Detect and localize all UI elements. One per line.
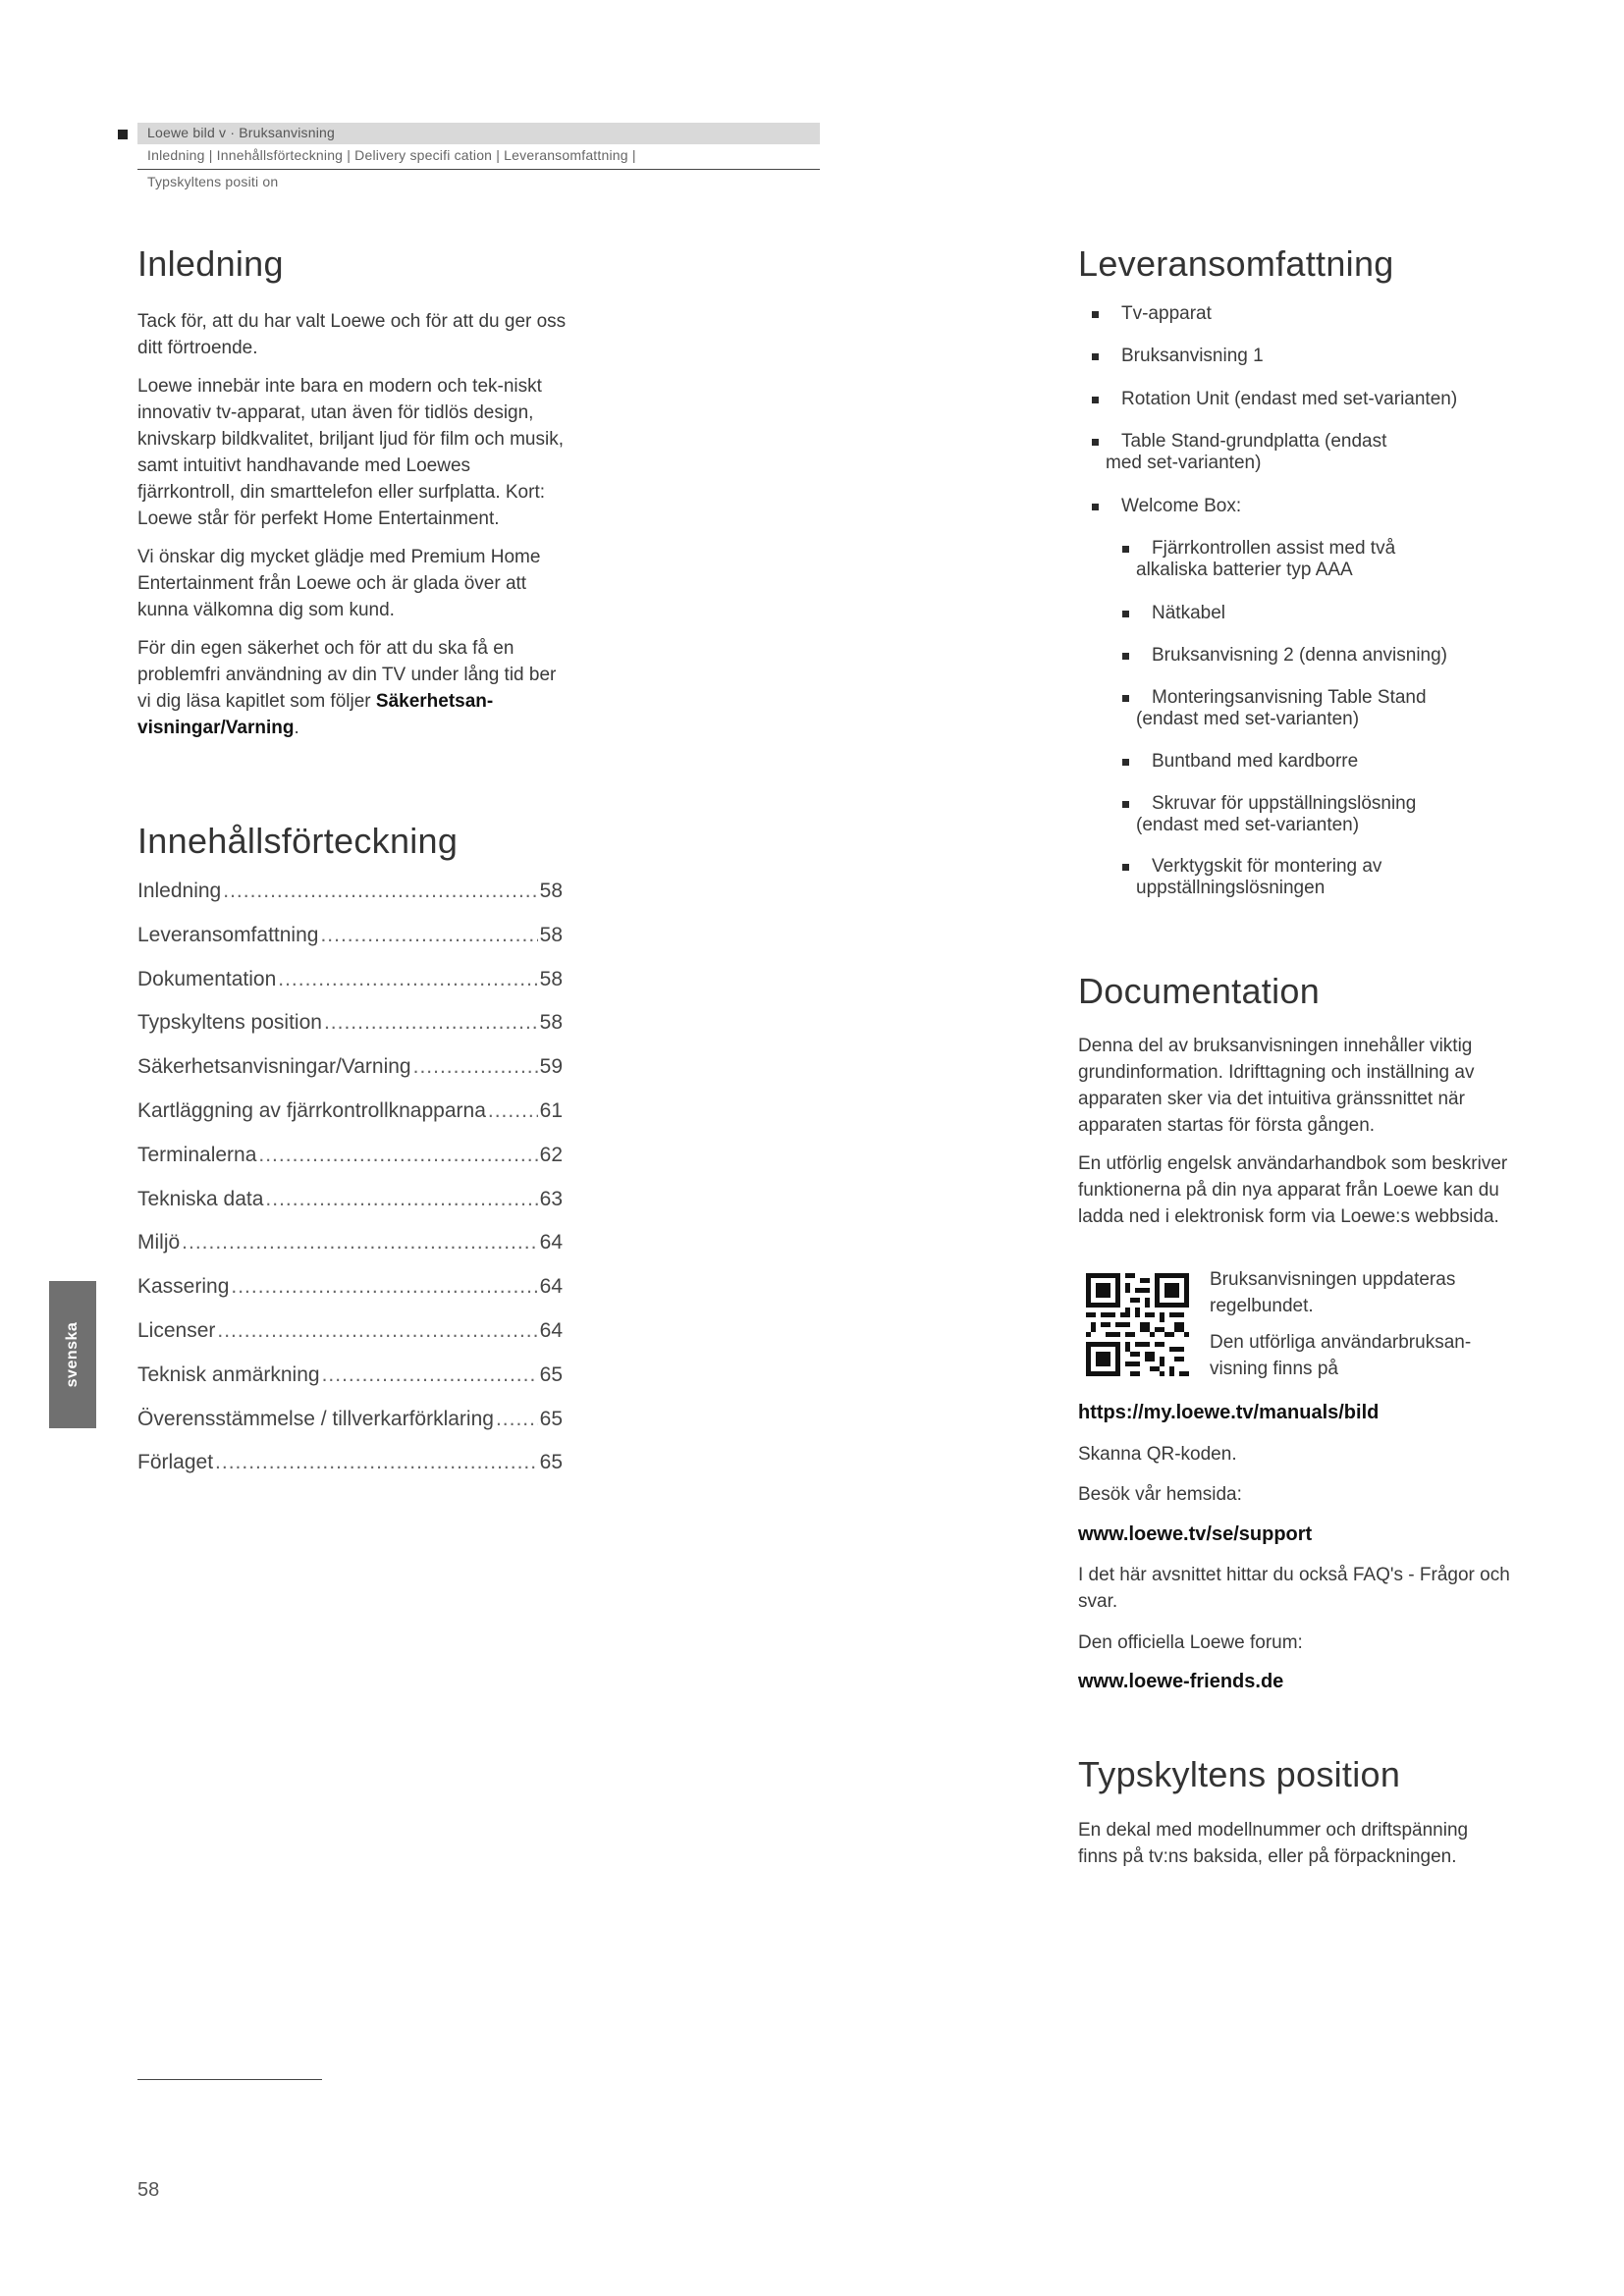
toc-entry-label: Licenser xyxy=(137,1319,216,1342)
toc-entry[interactable] xyxy=(137,924,563,953)
toc-entry-label: Miljö xyxy=(137,1231,181,1254)
list-item: Tv-apparat xyxy=(1092,303,1212,325)
leverans-heading: Leveransomfattning xyxy=(1078,243,1394,284)
toc-entry[interactable] xyxy=(137,1451,563,1480)
inledning-paragraph-1: Tack för, att du har valt Loewe och för att du ger oss ditt förtroende. xyxy=(137,311,567,358)
toc-entry[interactable] xyxy=(137,1408,563,1437)
list-item: Table Stand-grundplatta (endast med set-varianten) xyxy=(1092,431,1386,474)
toc-entry-label: Leveransomfattning xyxy=(137,924,319,946)
toc-entry-label: Överensstämmelse / tillverkarförklaring xyxy=(137,1408,494,1430)
header-title: Loewe bild v · Bruksanvisning xyxy=(147,125,336,140)
inledning-heading: Inledning xyxy=(137,243,284,284)
toc-entry[interactable] xyxy=(137,1363,563,1393)
documentation-paragraph-2: En utförlig engelsk användarhandbok som beskriver funktionerna på din nya apparat från Loewe kan du ladda ned i elektronisk form via Loewe:s webbsida. xyxy=(1078,1153,1508,1227)
toc-entry-page: 59 xyxy=(539,1055,563,1078)
toc-entry-page: 65 xyxy=(539,1363,563,1386)
toc-entry-page: 58 xyxy=(539,968,563,990)
toc-entry-label: Inledning xyxy=(137,880,222,902)
qr-update-note: Bruksanvisningen uppdateras regelbundet. xyxy=(1210,1269,1456,1316)
documentation-heading: Documentation xyxy=(1078,971,1321,1011)
typskylt-paragraph: En dekal med modellnummer och driftspänning finns på tv:ns baksida, eller på förpackningen. xyxy=(1078,1820,1469,1867)
toc-entry-page: 65 xyxy=(539,1408,563,1430)
toc-entry-page: 64 xyxy=(539,1231,563,1254)
page-number: 58 xyxy=(137,2179,160,2201)
documentation-body xyxy=(1078,1033,1510,1242)
footnote-rule xyxy=(137,2079,322,2080)
sub-list-item: Verktygskit för montering av uppställningslösningen xyxy=(1122,856,1381,899)
sub-list-item: Bruksanvisning 2 (denna anvisning) xyxy=(1122,645,1447,667)
toc-leader-dots xyxy=(231,1275,537,1299)
toc-entry[interactable] xyxy=(137,880,563,909)
toc-entry[interactable] xyxy=(137,1099,563,1129)
toc-entry-label: Dokumentation xyxy=(137,968,277,990)
toc-entry-label: Förlaget xyxy=(137,1451,214,1473)
toc-entry[interactable] xyxy=(137,1275,563,1305)
toc-leader-dots xyxy=(258,1144,537,1167)
toc-entry-page: 65 xyxy=(539,1451,563,1473)
toc-entry-page: 63 xyxy=(539,1188,563,1210)
toc-entry[interactable] xyxy=(137,1144,563,1173)
inledning-paragraph-4 xyxy=(137,635,569,741)
list-item: Welcome Box: xyxy=(1092,496,1241,517)
toc-entry[interactable] xyxy=(137,968,563,997)
header-rule xyxy=(137,169,820,170)
scan-instruction: Skanna QR-koden. xyxy=(1078,1444,1237,1465)
toc-leader-dots xyxy=(322,1363,538,1387)
forum-link[interactable]: www.loewe-friends.de xyxy=(1078,1671,1284,1692)
support-link[interactable]: www.loewe.tv/se/support xyxy=(1078,1523,1313,1545)
toc-leader-dots xyxy=(488,1099,538,1123)
qr-manual-note: Den utförliga användarbruksan-visning finns på xyxy=(1210,1332,1472,1379)
toc-entry-page: 61 xyxy=(539,1099,563,1122)
toc-leader-dots xyxy=(413,1055,538,1079)
header-breadcrumb: Inledning | Innehållsförteckning | Delivery specifi cation | Leveransomfattning | xyxy=(147,147,636,163)
language-tab xyxy=(49,1281,96,1428)
toc-entry-label: Tekniska data xyxy=(137,1188,264,1210)
sub-list-item: Nätkabel xyxy=(1122,603,1225,624)
toc-entry-label: Typskyltens position xyxy=(137,1011,322,1034)
sub-list-item: Fjärrkontrollen assist med två alkaliska batterier typ AAA xyxy=(1122,538,1395,581)
toc-entry[interactable] xyxy=(137,1231,563,1260)
safety-chapter-reference: Säkerhetsan-visningar/Varning xyxy=(137,691,494,738)
toc-leader-dots xyxy=(496,1408,538,1431)
toc-entry-page: 58 xyxy=(539,880,563,902)
inledning-paragraph-3: Vi önskar dig mycket glädje med Premium Home Entertainment från Loewe och är glada över att kunna välkomna dig som kund. xyxy=(137,547,541,620)
toc-leader-dots xyxy=(324,1011,538,1035)
inledning-paragraph-2: Loewe innebär inte bara en modern och tek-niskt innovativ tv-apparat, utan även för tidlös design, knivskarp bildkvalitet, briljant ljud för film och musik, samt intuitivt handhavande med Loewes fjärrkontroll, din smarttelefon eller surfplatta. Kort: Loewe står för perfekt Home Entertainment. xyxy=(137,376,564,529)
toc-entry[interactable] xyxy=(137,1055,563,1085)
header-bullet xyxy=(118,130,128,139)
toc-entry-page: 64 xyxy=(539,1275,563,1298)
toc-leader-dots xyxy=(320,924,537,947)
toc-entry[interactable] xyxy=(137,1188,563,1217)
toc-leader-dots xyxy=(215,1451,538,1474)
visit-website-text: Besök vår hemsida: xyxy=(1078,1484,1242,1505)
toc-entry-page: 58 xyxy=(539,1011,563,1034)
toc-leader-dots xyxy=(182,1231,537,1255)
toc-entry-label: Teknisk anmärkning xyxy=(137,1363,320,1386)
sub-list-item: Monteringsanvisning Table Stand (endast med set-varianten) xyxy=(1122,687,1427,730)
inledning-paragraph-4-end: . xyxy=(294,718,299,738)
typskylt-body xyxy=(1078,1817,1510,1882)
toc-entry-page: 58 xyxy=(539,924,563,946)
toc-leader-dots xyxy=(217,1319,537,1343)
forum-intro: Den officiella Loewe forum: xyxy=(1078,1632,1303,1653)
toc-entry-label: Säkerhetsanvisningar/Varning xyxy=(137,1055,411,1078)
list-item: Rotation Unit (endast med set-varianten) xyxy=(1092,389,1457,410)
language-tab-label: svenska xyxy=(64,1321,81,1388)
qr-info xyxy=(1210,1266,1514,1394)
list-item: Bruksanvisning 1 xyxy=(1092,346,1264,367)
toc-leader-dots xyxy=(278,968,537,991)
header-breadcrumb-continued: Typskyltens positi on xyxy=(147,174,279,189)
toc-entry-page: 64 xyxy=(539,1319,563,1342)
sub-list-item: Buntband med kardborre xyxy=(1122,751,1358,773)
typskylt-heading: Typskyltens position xyxy=(1078,1754,1401,1794)
toc-leader-dots xyxy=(265,1188,537,1211)
sub-list-item: Skruvar för uppställningslösning (endast med set-varianten) xyxy=(1122,793,1416,836)
toc-entry[interactable] xyxy=(137,1011,563,1041)
documentation-paragraph-1: Denna del av bruksanvisningen innehåller viktig grundinformation. Idrifttagning och inställning av apparaten sker via det intuitiva gränssnittet när apparaten startas för första gången. xyxy=(1078,1036,1475,1136)
manual-link[interactable]: https://my.loewe.tv/manuals/bild xyxy=(1078,1402,1380,1423)
toc-entry-label: Kassering xyxy=(137,1275,230,1298)
toc-heading: Innehållsförteckning xyxy=(137,821,459,861)
toc-leader-dots xyxy=(223,880,537,903)
inledning-body xyxy=(137,308,569,753)
toc-entry[interactable] xyxy=(137,1319,563,1349)
toc-entry-label: Kartläggning av fjärrkontrollknapparna xyxy=(137,1099,486,1122)
qr-code-icon[interactable] xyxy=(1086,1273,1189,1376)
toc-entry-label: Terminalerna xyxy=(137,1144,257,1166)
toc-entry-page: 62 xyxy=(539,1144,563,1166)
faq-text: I det här avsnittet hittar du också FAQ's - Frågor och svar. xyxy=(1078,1565,1510,1612)
inledning-paragraph-4-text: För din egen säkerhet och för att du ska få en problemfri användning av din TV under lång tid ber vi dig läsa kapitlet som följer xyxy=(137,638,557,712)
